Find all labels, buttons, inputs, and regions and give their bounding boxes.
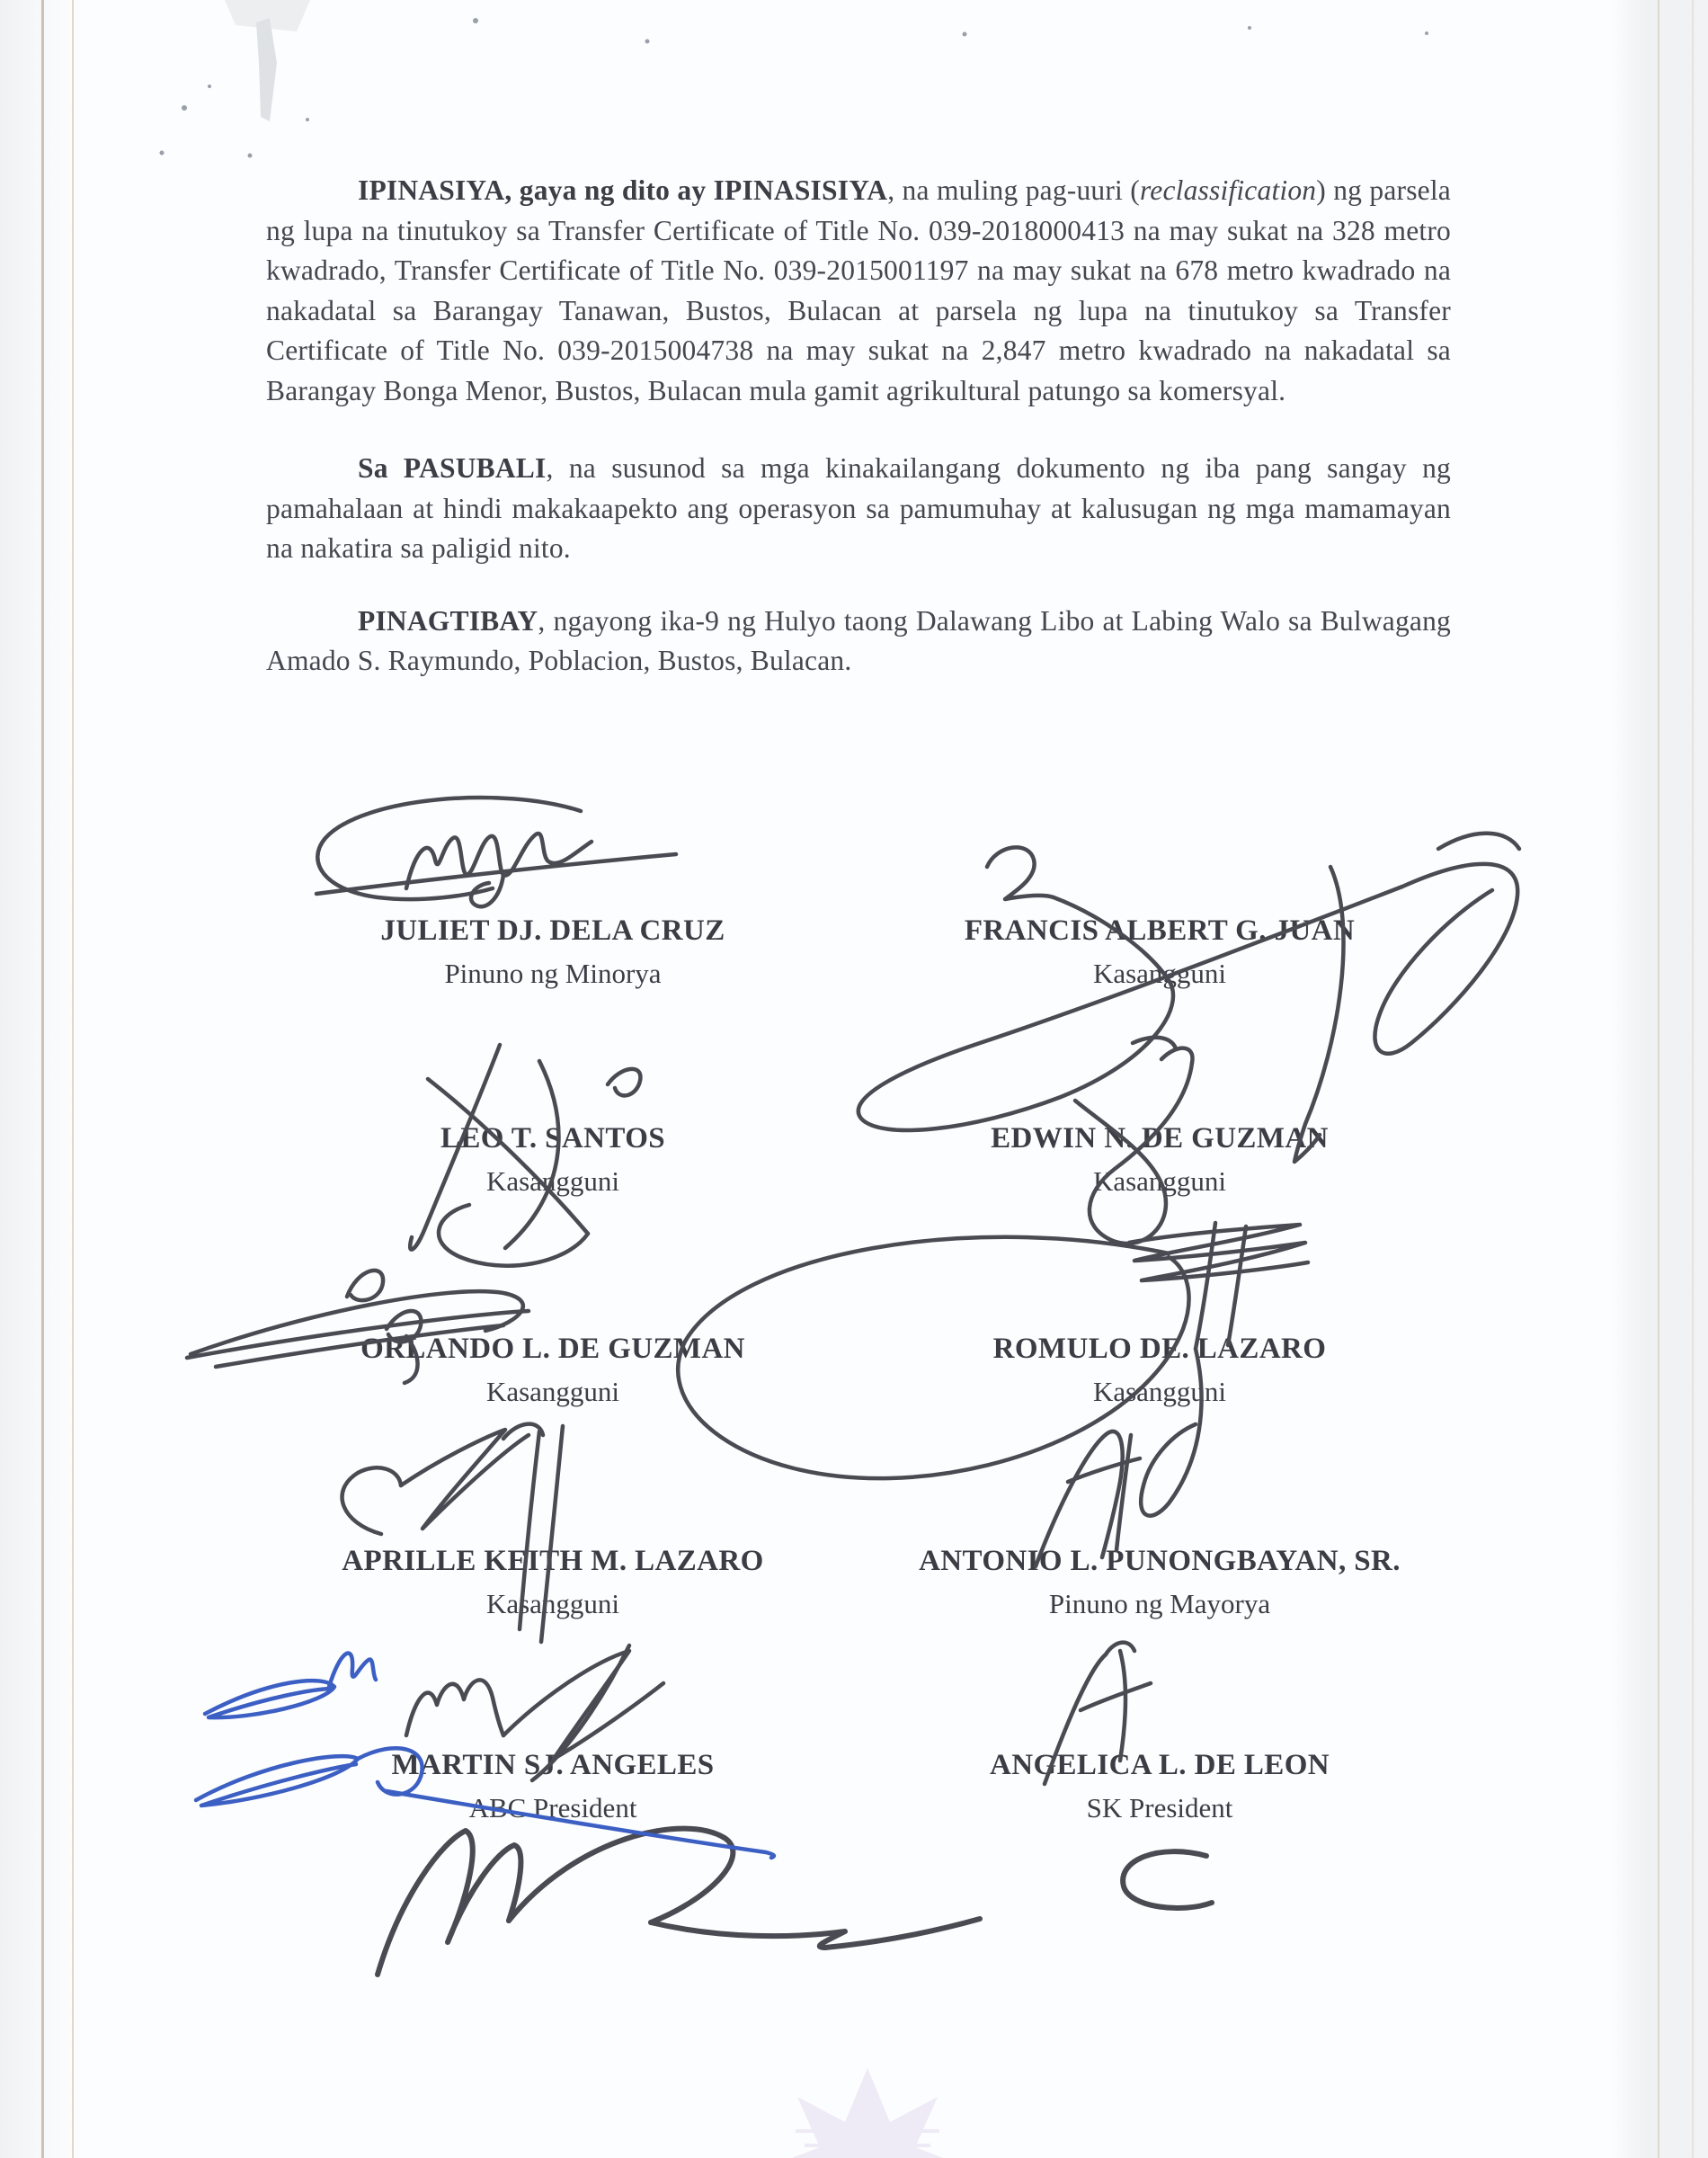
corner-fold-shadow [225, 0, 310, 31]
signature-bottom-left-black [378, 1829, 1212, 1975]
paragraph-pinagtibay-lead: PINAGTIBAY [358, 604, 538, 637]
signatory-block-orlando-de-guzman [256, 1328, 850, 1413]
scan-left-edge [0, 0, 83, 2158]
dust-specks [160, 18, 1429, 158]
signatory-name: LEO T. SANTOS [440, 1122, 666, 1155]
signatory-block-aprille-keith-lazaro [256, 1540, 850, 1625]
signatory-block-edwin-de-guzman [863, 1118, 1456, 1202]
signatory-title: Pinuno ng Mayorya [1048, 1588, 1271, 1619]
resolution-body-text [266, 171, 1451, 682]
signatory-name: APRILLE KEITH M. LAZARO [342, 1545, 764, 1577]
paragraph-ipinasiya-lead: IPINASIYA, gaya ng dito ay IPINASISIYA [358, 174, 888, 206]
tear-mark [256, 18, 277, 121]
signatory-name: ORLANDO L. DE GUZMAN [360, 1333, 745, 1365]
signatory-title: Kasangguni [1092, 1165, 1227, 1197]
page-right-edge-shadow [1611, 0, 1708, 2158]
paragraph-pinagtibay: PINAGTIBAY, ngayong ika-9 ng Hulyo taong Dalawang Libo at Labing Walo sa Bulwagang Amado S. Raymundo, Poblacion, Bustos, Bulacan. [266, 604, 1451, 676]
paragraph-pasubali: Sa PASUBALI, na susunod sa mga kinakailangang dokumento ng iba pang sangay ng pamahalaan at hindi makakaapekto ang operasyon sa pamumuhay at kalusugan ng mga mamamayan na nakatira sa paligid nito. [266, 452, 1451, 564]
signatory-name: FRANCIS ALBERT G. JUAN [964, 914, 1356, 947]
signatory-title: ABC President [468, 1792, 637, 1824]
signatory-title: Kasangguni [485, 1165, 620, 1197]
signatory-name: MARTIN SJ. ANGELES [391, 1749, 715, 1781]
signatory-title: Kasangguni [485, 1588, 620, 1619]
signatory-title: Kasangguni [1092, 958, 1227, 989]
signatory-block-angelica-de-leon [863, 1744, 1456, 1829]
signatory-title: Kasangguni [485, 1376, 620, 1407]
signatory-block-romulo-lazaro [863, 1328, 1456, 1413]
paragraph-pasubali-lead: Sa PASUBALI [358, 452, 547, 484]
signatory-block-juliet-dela-cruz [256, 910, 850, 994]
reclassification-italic: reclassification [1139, 174, 1317, 206]
signatory-block-antonio-punongbayan [863, 1540, 1456, 1625]
signatory-name: ROMULO DE. LAZARO [992, 1333, 1327, 1365]
signatory-name: ANGELICA L. DE LEON [989, 1749, 1330, 1781]
signatory-block-leo-santos [256, 1118, 850, 1202]
signatory-name: ANTONIO L. PUNONGBAYAN, SR. [919, 1545, 1401, 1577]
stamp-watermark [769, 2068, 966, 2158]
signatory-block-francis-albert-juan [863, 910, 1456, 994]
signatory-name: JULIET DJ. DELA CRUZ [380, 914, 725, 947]
signatory-title: SK President [1086, 1792, 1233, 1824]
signatory-name: EDWIN N. DE GUZMAN [991, 1122, 1329, 1155]
signature-juliet-dela-cruz [316, 798, 676, 906]
paragraph-ipinasiya: IPINASIYA, gaya ng dito ay IPINASISIYA, na muling pag-uuri (reclassification) ng parsela ng lupa na tinutukoy sa Transfer Certificate of Title No. 039-2018000413 na may sukat na 328 metro kwadrado, Transfer Certificate of Title No. 039-2015001197 na may sukat na 678 metro kwadrado na nakadatal sa Barangay Tanawan, Bustos, Bulacan at parsela ng lupa na tinutukoy sa Transfer Certificate of Title No. 039-2015004738 na may sukat na 2,847 metro kwadrado na nakadatal sa Barangay Bonga Menor, Bustos, Bulacan mula gamit agrikultural patungo sa komersyal. [266, 174, 1451, 406]
signatory-block-martin-angeles [256, 1744, 850, 1829]
signatory-title: Kasangguni [1092, 1376, 1227, 1407]
signature-francis-albert-juan [858, 834, 1519, 1162]
signatory-title: Pinuno ng Minorya [444, 958, 662, 989]
